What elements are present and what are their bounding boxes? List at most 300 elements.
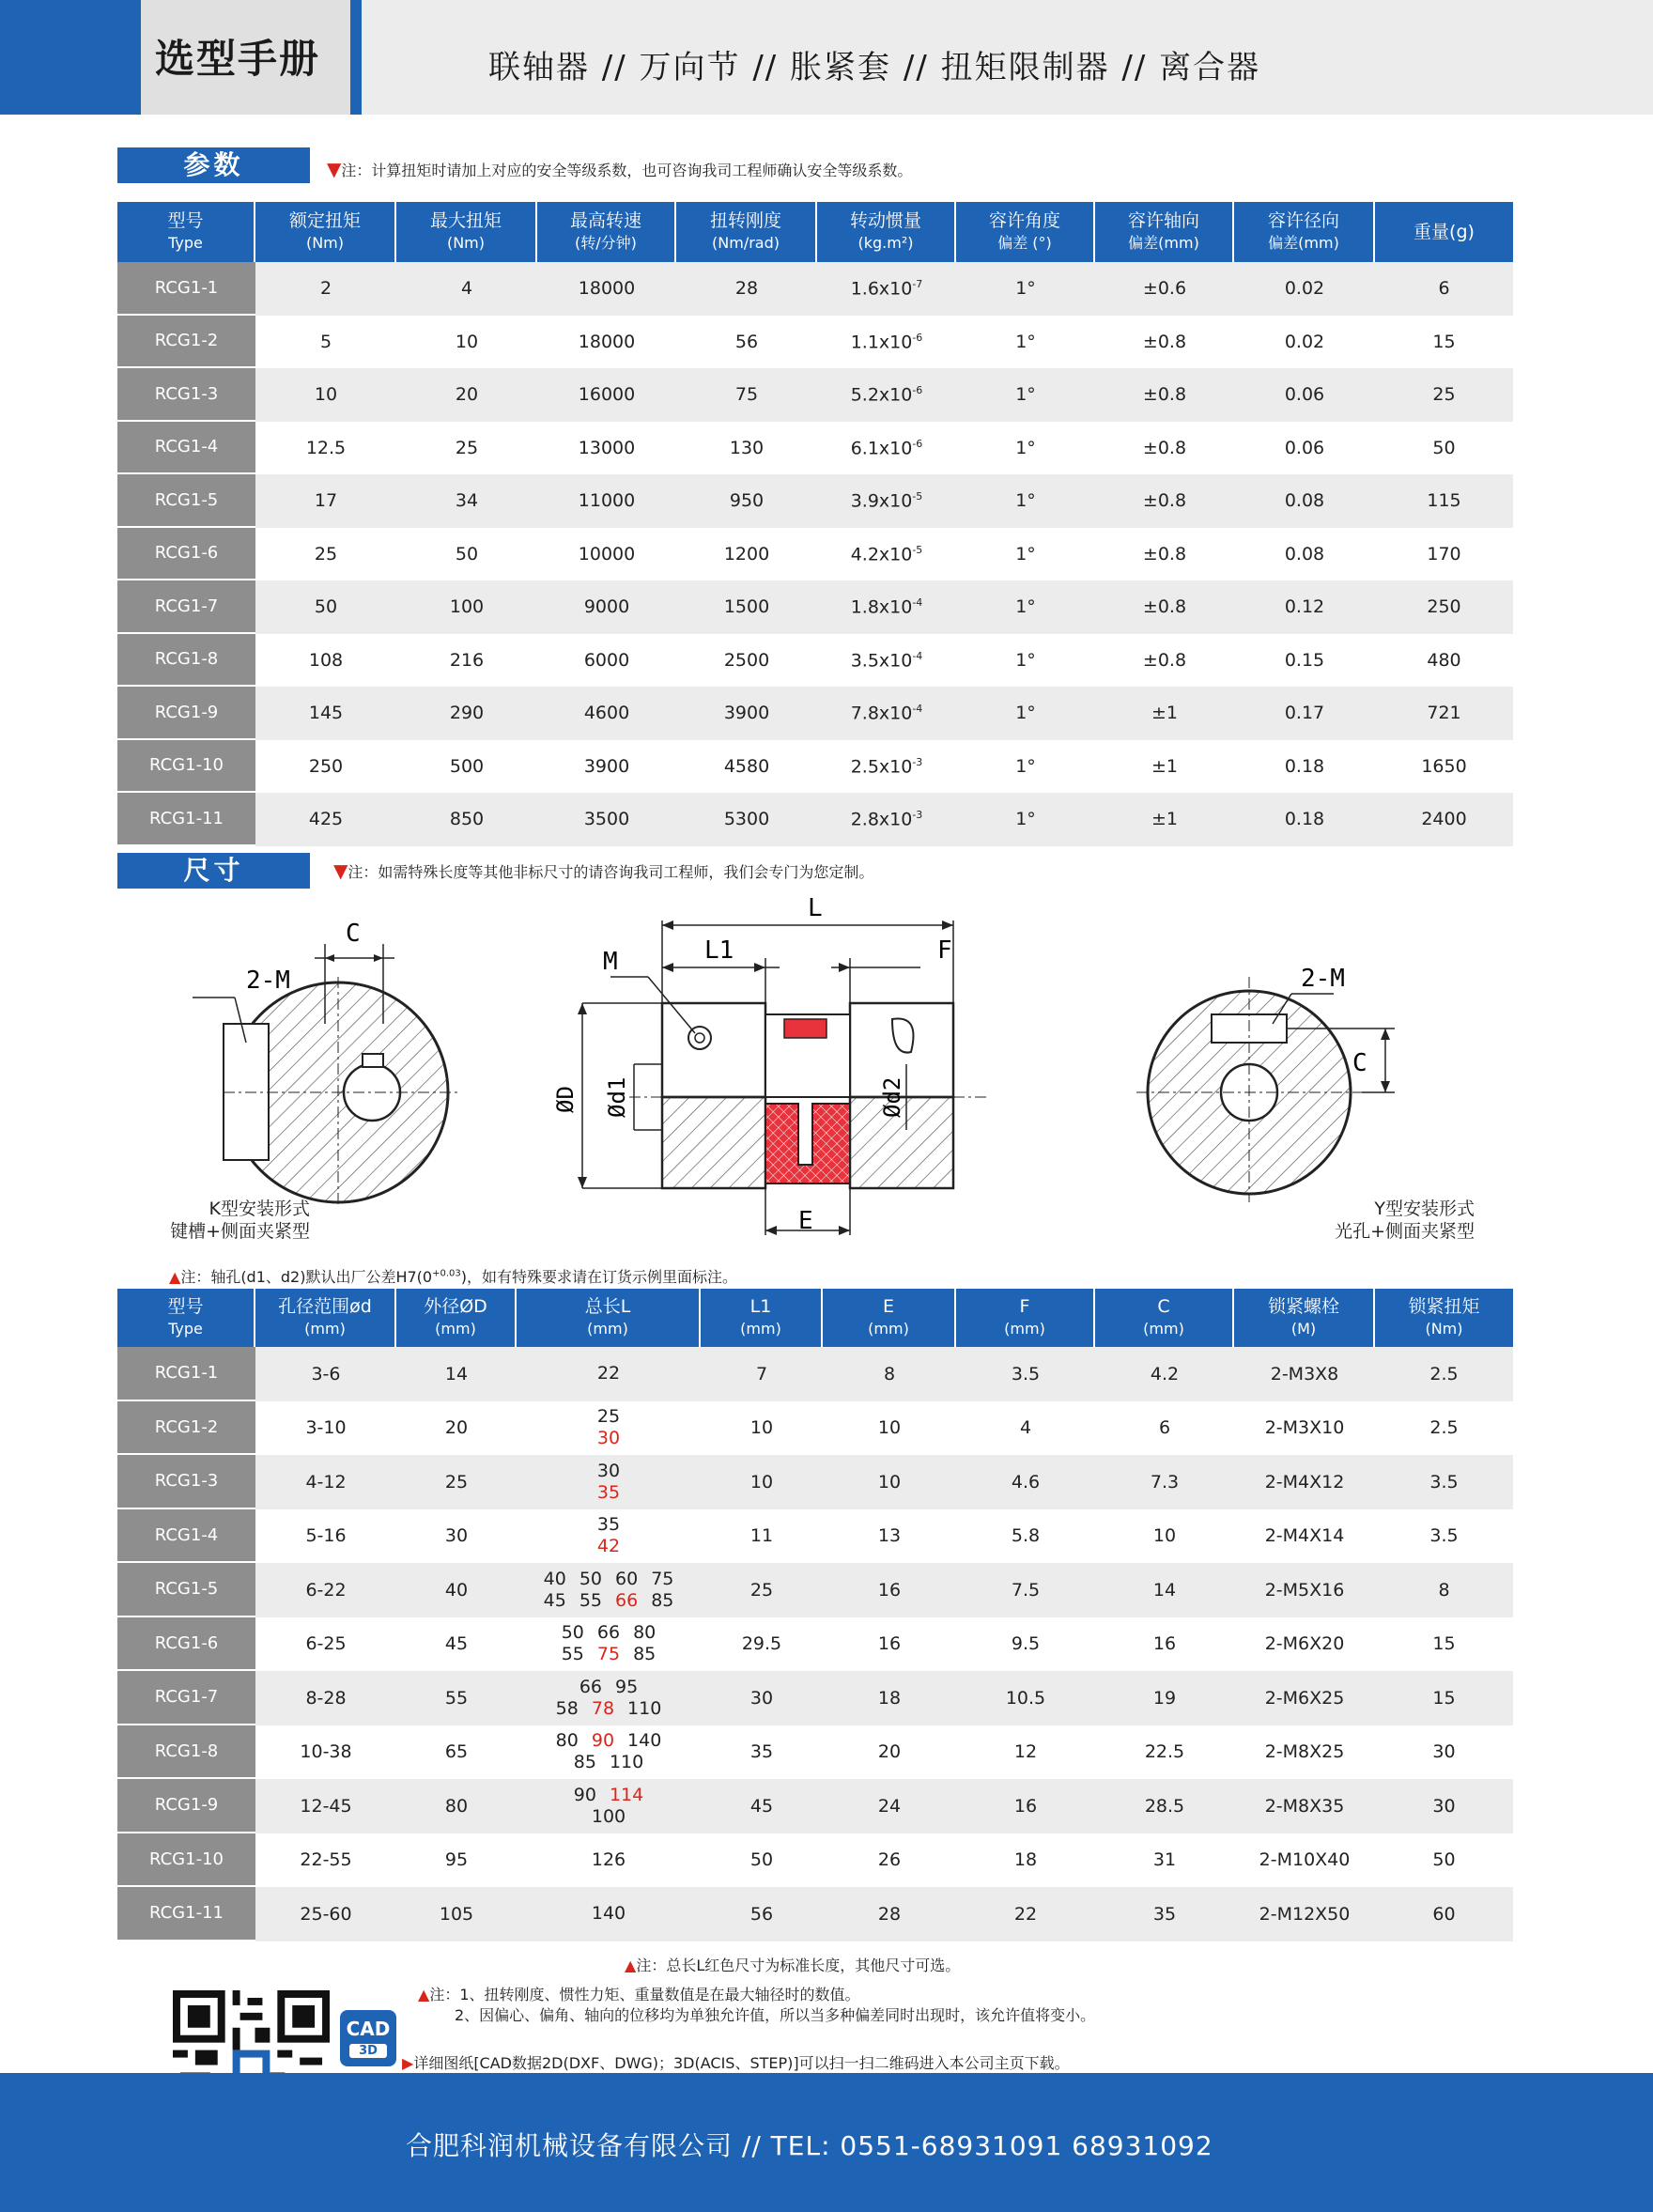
table-cell [701,1401,823,1456]
table-cell [1234,1833,1375,1888]
cell-value: 28 [877,1903,902,1925]
cell-value: 14 [444,1363,469,1384]
cell-value: 8-28 [305,1687,347,1709]
table-cell [1234,1401,1375,1456]
cell-value: 250 [308,755,344,777]
cell-value: 29.5 [741,1633,782,1655]
inertia-base: 1.1x10 [850,331,913,352]
cell-value: 5300 [723,809,770,830]
column-header [1095,1289,1234,1347]
length-line [517,1406,701,1428]
table-row [117,580,1513,634]
cell-value: 6 [1438,278,1450,300]
table-cell [1375,1725,1513,1780]
cell-value: 15 [1432,1687,1456,1709]
inertia-exponent: -4 [912,649,923,662]
k-type-caption-line1: K型安装形式 [209,1199,310,1219]
column-header [956,202,1095,262]
table-row [117,1887,1513,1941]
length-value: 66 [615,1589,639,1611]
cell-value: 12.5 [305,437,347,458]
cell-value: 1200 [723,543,770,565]
length-value: 90 [573,1784,596,1805]
cell-value: 7.3 [1150,1471,1180,1493]
cell-value: 0.12 [1284,596,1325,618]
table-cell [396,316,537,369]
cell-value: 50 [1432,437,1456,458]
cell-value: 3.5 [1011,1363,1041,1384]
table-cell [956,687,1095,740]
total-length-cell [517,1455,701,1509]
column-header-unit: (mm) [304,1320,346,1338]
cell-value: 2-M8X25 [1264,1741,1345,1763]
table-cell [255,1833,396,1888]
length-note [625,1954,960,1975]
length-line [517,1569,701,1590]
table-cell [537,316,676,369]
cell-value: 11 [749,1525,774,1547]
length-line [517,1536,701,1557]
company-contact: 合肥科润机械设备有限公司 // TEL: 0551-68931091 68931092 [406,2130,1213,2161]
cell-value: 25 [1432,384,1456,406]
cell-value: 22-55 [300,1849,352,1871]
column-header [1234,1289,1375,1347]
table-cell [1095,634,1234,688]
cell-value: 1° [1015,755,1036,777]
length-line [517,1590,701,1612]
cell-value: 1650 [1421,755,1467,777]
cell-value: 22 [1013,1903,1038,1925]
cell-value: 2-M6X25 [1264,1687,1345,1709]
cell-value: 10 [877,1471,902,1493]
cell-value: 18 [1013,1849,1038,1871]
cell-value: 950 [729,490,765,512]
cell-value: 1° [1015,543,1036,565]
column-header-unit: (Nm) [1425,1320,1463,1338]
dim-m-label: M [603,948,618,976]
cell-value: 45 [749,1795,774,1817]
length-value: 110 [609,1752,644,1773]
column-header-label: 扭转刚度 [709,210,781,231]
cell-value: 45 [444,1633,469,1655]
table-cell [823,1779,956,1833]
table-cell [537,634,676,688]
table-cell [956,368,1095,422]
cell-value: 2-M10X40 [1259,1849,1351,1871]
cell-value: RCG1-8 [154,1740,219,1761]
length-value: 95 [615,1676,639,1697]
table-cell [1095,1347,1234,1401]
table-cell [823,1833,956,1888]
table-cell [1375,474,1513,528]
inertia-base: 5.2x10 [850,384,913,406]
table-cell [956,1671,1095,1725]
cell-value: 3900 [723,703,770,724]
cell-value: 100 [449,596,485,618]
table-cell [956,262,1095,316]
cell-value: 16 [1152,1633,1177,1655]
table-cell [676,793,817,846]
length-value: 114 [609,1784,644,1805]
length-value: 78 [591,1697,615,1719]
dims-section-tag: 尺寸 [117,853,310,889]
cell-value: RCG1-2 [154,1416,219,1437]
cell-value: RCG1-6 [154,1632,219,1653]
total-length-cell [517,1509,701,1564]
length-value: 50 [561,1622,584,1644]
cell-value: 10 [455,331,479,352]
table-cell [396,1833,517,1888]
table-cell [956,316,1095,369]
length-line [517,1644,701,1665]
inertia-exponent: -6 [912,437,923,450]
cell-value: 16000 [578,384,636,406]
inertia-exponent: -6 [912,331,923,344]
column-header-label: 最高转速 [569,210,641,231]
table-row [117,316,1513,369]
warning-triangle-icon: ▲ [418,1986,430,2003]
cell-value: 2-M8X35 [1264,1795,1345,1817]
cell-value: 2.5 [1429,1417,1459,1439]
params-note [327,158,912,180]
cell-value: 9000 [583,596,630,618]
column-header [255,202,396,262]
cell-value: 3.5 [1429,1471,1459,1493]
cad-download-note [402,2053,1070,2074]
dim-l1-label: L1 [704,936,734,965]
column-header-unit: (mm) [435,1320,476,1338]
inertia-base: 3.5x10 [850,649,913,671]
length-value: 35 [596,1514,621,1536]
arrow-right-icon: ▶ [402,2054,414,2072]
cell-value: 25 [749,1579,774,1601]
table-cell [956,740,1095,794]
cell-value: 4580 [723,755,770,777]
dims-note [333,859,873,882]
k-type-caption-line2: 键槽+侧面夹紧型 [170,1221,310,1242]
cell-value: 8 [1438,1579,1450,1601]
table-cell [956,422,1095,475]
column-header-label: 总长L [584,1296,631,1317]
cell-value: 1° [1015,809,1036,830]
table-cell [823,1671,956,1725]
cell-value: 22.5 [1144,1741,1185,1763]
cell-value: 290 [449,703,485,724]
dim-od-label: ØD [552,1086,579,1113]
column-header [537,202,676,262]
cell-value: 10 [314,384,338,406]
cell-value: 2-M3X8 [1270,1363,1339,1384]
table-cell [956,634,1095,688]
cad-badge-label: CAD [346,2018,391,2040]
cell-value: 3.5 [1429,1525,1459,1547]
table-cell [956,1347,1095,1401]
table-cell [817,634,956,688]
cell-value: 10 [877,1417,902,1439]
table-cell [701,1887,823,1941]
cell-value: RCG1-1 [154,1363,219,1384]
table-cell [396,368,537,422]
inertia-exponent: -3 [912,755,923,768]
column-header-unit: (Nm) [305,234,345,252]
table-cell [1095,1563,1234,1617]
length-value: 50 [579,1568,602,1589]
cell-value: 216 [449,649,485,671]
cell-value: 1° [1015,384,1036,406]
cell-value: 10000 [578,543,636,565]
cell-value: 2-M12X50 [1259,1903,1351,1925]
length-value: 45 [543,1589,566,1611]
cell-value: 16 [877,1579,902,1601]
cell-value: 2-M5X16 [1264,1579,1345,1601]
cell-value: 10-38 [300,1741,352,1763]
cell-value: 50 [1432,1849,1456,1871]
cell-value: 30 [749,1687,774,1709]
table-row [117,1509,1513,1564]
table-cell [255,1617,396,1672]
length-value: 60 [615,1568,639,1589]
table-cell [1375,634,1513,688]
table-row [117,262,1513,316]
inertia-base: 7.8x10 [850,703,913,724]
table-cell [1095,740,1234,794]
cell-value: 55 [444,1687,469,1709]
cell-value: RCG1-2 [154,331,219,351]
cell-value: 6-25 [305,1633,347,1655]
column-header-unit: (Nm) [446,234,486,252]
table-cell [255,1779,396,1833]
cell-value: 18 [877,1687,902,1709]
table-cell [1375,1617,1513,1672]
column-header [1095,202,1234,262]
cell-value: 14 [1152,1579,1177,1601]
table-cell [817,316,956,369]
table-cell [1095,1887,1234,1941]
cell-value: 8 [883,1363,896,1384]
length-value: 35 [596,1481,621,1503]
k-type-caption [131,1198,310,1243]
table-cell [1234,474,1375,528]
cell-value: RCG1-4 [154,437,219,457]
cell-value: 10 [1152,1525,1177,1547]
cell-value: 3900 [583,755,630,777]
table-row [117,1671,1513,1725]
table-cell [1234,528,1375,581]
cell-value: RCG1-10 [149,755,224,776]
table-cell [701,1347,823,1401]
cell-value: 20 [444,1417,469,1439]
table-cell [956,1833,1095,1888]
length-line [517,1849,701,1871]
length-line [517,1363,701,1384]
params-note-text: 注：计算扭矩时请加上对应的安全等级系数，也可咨询我司工程师确认安全等级系数。 [341,162,913,179]
dim-od1-label: Ød1 [604,1076,630,1118]
cell-value: 20 [877,1741,902,1763]
length-value: 80 [555,1730,579,1752]
table-cell [117,740,255,794]
cell-value: 1° [1015,649,1036,671]
column-header-label: 容许径向 [1267,210,1339,231]
cell-value: 28 [734,278,759,300]
table-row [117,1401,1513,1456]
table-cell [396,1509,517,1564]
cell-value: 0.06 [1284,437,1325,458]
page-title: 选型手册 [155,36,321,82]
cell-value: 25 [455,437,479,458]
header-accent-bar [0,0,141,115]
params-table [117,202,1513,846]
cell-value: 3-10 [305,1417,347,1439]
cad-badge [340,2010,396,2066]
cell-value: 5-16 [305,1525,347,1547]
footer-note-1 [418,1985,860,2005]
cell-value: 0.08 [1284,543,1325,565]
inertia-exponent: -3 [912,809,923,822]
table-cell [255,1563,396,1617]
table-cell [1234,1347,1375,1401]
length-line [517,1730,701,1752]
table-cell [1375,740,1513,794]
column-header [701,1289,823,1347]
table-cell [117,528,255,581]
column-header-unit: 偏差(mm) [1128,234,1199,252]
column-header-unit: (Nm/rad) [712,234,780,252]
cell-value: 0.15 [1284,649,1325,671]
table-cell [823,1347,956,1401]
table-cell [255,634,396,688]
cell-value: 2-M3X10 [1264,1417,1345,1439]
cell-value: 480 [1427,649,1461,671]
table-row [117,1725,1513,1780]
inertia-base: 1.6x10 [850,278,913,300]
total-length-cell [517,1671,701,1725]
page-header [0,0,1653,115]
table-cell [676,474,817,528]
params-section-tag: 参数 [117,147,310,183]
table-cell [1234,1779,1375,1833]
cell-value: ±0.8 [1142,331,1187,352]
table-cell [255,1725,396,1780]
table-cell [255,1347,396,1401]
table-cell [701,1725,823,1780]
table-cell [1234,422,1375,475]
table-cell [817,580,956,634]
length-line [517,1785,701,1806]
table-cell [676,687,817,740]
table-cell [956,528,1095,581]
cell-value: 7 [755,1363,768,1384]
table-cell [117,1617,255,1672]
cell-value: 2-M6X20 [1264,1633,1345,1655]
table-cell [817,422,956,475]
table-cell [817,740,956,794]
table-cell [956,1401,1095,1456]
page-subtitle: 联轴器 // 万向节 // 胀紧套 // 扭矩限制器 // 离合器 [488,49,1261,86]
inertia-base: 2.8x10 [850,809,913,830]
table-cell [823,1887,956,1941]
coupling-drawing [141,883,1512,1249]
table-cell [117,1725,255,1780]
cell-value: 6 [1158,1417,1171,1439]
table-cell [537,528,676,581]
table-cell [117,422,255,475]
cell-value: 2 [319,278,332,300]
total-length-cell [517,1617,701,1672]
table-cell [1375,1347,1513,1401]
table-cell [956,580,1095,634]
table-cell [117,1779,255,1833]
dim-2m-right-label: 2-M [1301,965,1345,993]
table-cell [117,634,255,688]
column-header-unit: Type [168,1320,203,1338]
table-cell [396,1401,517,1456]
length-value: 85 [573,1752,596,1773]
cell-value: 1° [1015,596,1036,618]
cell-value: RCG1-5 [154,1579,219,1600]
length-value: 140 [627,1730,662,1752]
table-row [117,1347,1513,1401]
table-cell [701,1509,823,1564]
table-cell [537,793,676,846]
table-cell [676,740,817,794]
cell-value: 6000 [583,649,630,671]
table-cell [956,1617,1095,1672]
cell-value: 20 [455,384,479,406]
total-length-cell [517,1833,701,1888]
dims-note-text: 注：如需特殊长度等其他非标尺寸的请咨询我司工程师，我们会专门为您定制。 [348,863,874,881]
table-row [117,1563,1513,1617]
table-cell [1095,1779,1234,1833]
column-header [396,202,537,262]
table-cell [396,262,537,316]
cell-value: ±0.6 [1142,278,1187,300]
cell-value: ±0.8 [1142,490,1187,512]
inertia-exponent: -5 [912,543,923,556]
cell-value: 80 [444,1795,469,1817]
table-cell [117,1563,255,1617]
table-cell [1375,262,1513,316]
cell-value: 115 [1427,490,1461,512]
table-cell [396,1455,517,1509]
table-cell [956,793,1095,846]
table-cell [1095,1455,1234,1509]
cell-value: 56 [734,331,759,352]
table-cell [1095,474,1234,528]
table-cell [255,1671,396,1725]
table-cell [1095,1509,1234,1564]
cell-value: 721 [1427,703,1461,724]
cell-value: 35 [749,1741,774,1763]
cell-value: 25 [444,1471,469,1493]
table-cell [817,368,956,422]
y-type-caption-line2: 光孔+侧面夹紧型 [1335,1221,1475,1242]
table-cell [117,368,255,422]
column-header [255,1289,396,1347]
table-cell [1234,262,1375,316]
cell-value: 850 [449,809,485,830]
table-cell [255,740,396,794]
column-header-label: 锁紧扭矩 [1408,1296,1480,1317]
cell-value: 0.02 [1284,331,1325,352]
table-cell [1375,580,1513,634]
cell-value: 9.5 [1011,1633,1041,1655]
k-type-end-view [193,944,460,1207]
table-cell [1095,793,1234,846]
table-row [117,368,1513,422]
length-line [517,1677,701,1698]
table-cell [117,1833,255,1888]
table-cell [701,1455,823,1509]
